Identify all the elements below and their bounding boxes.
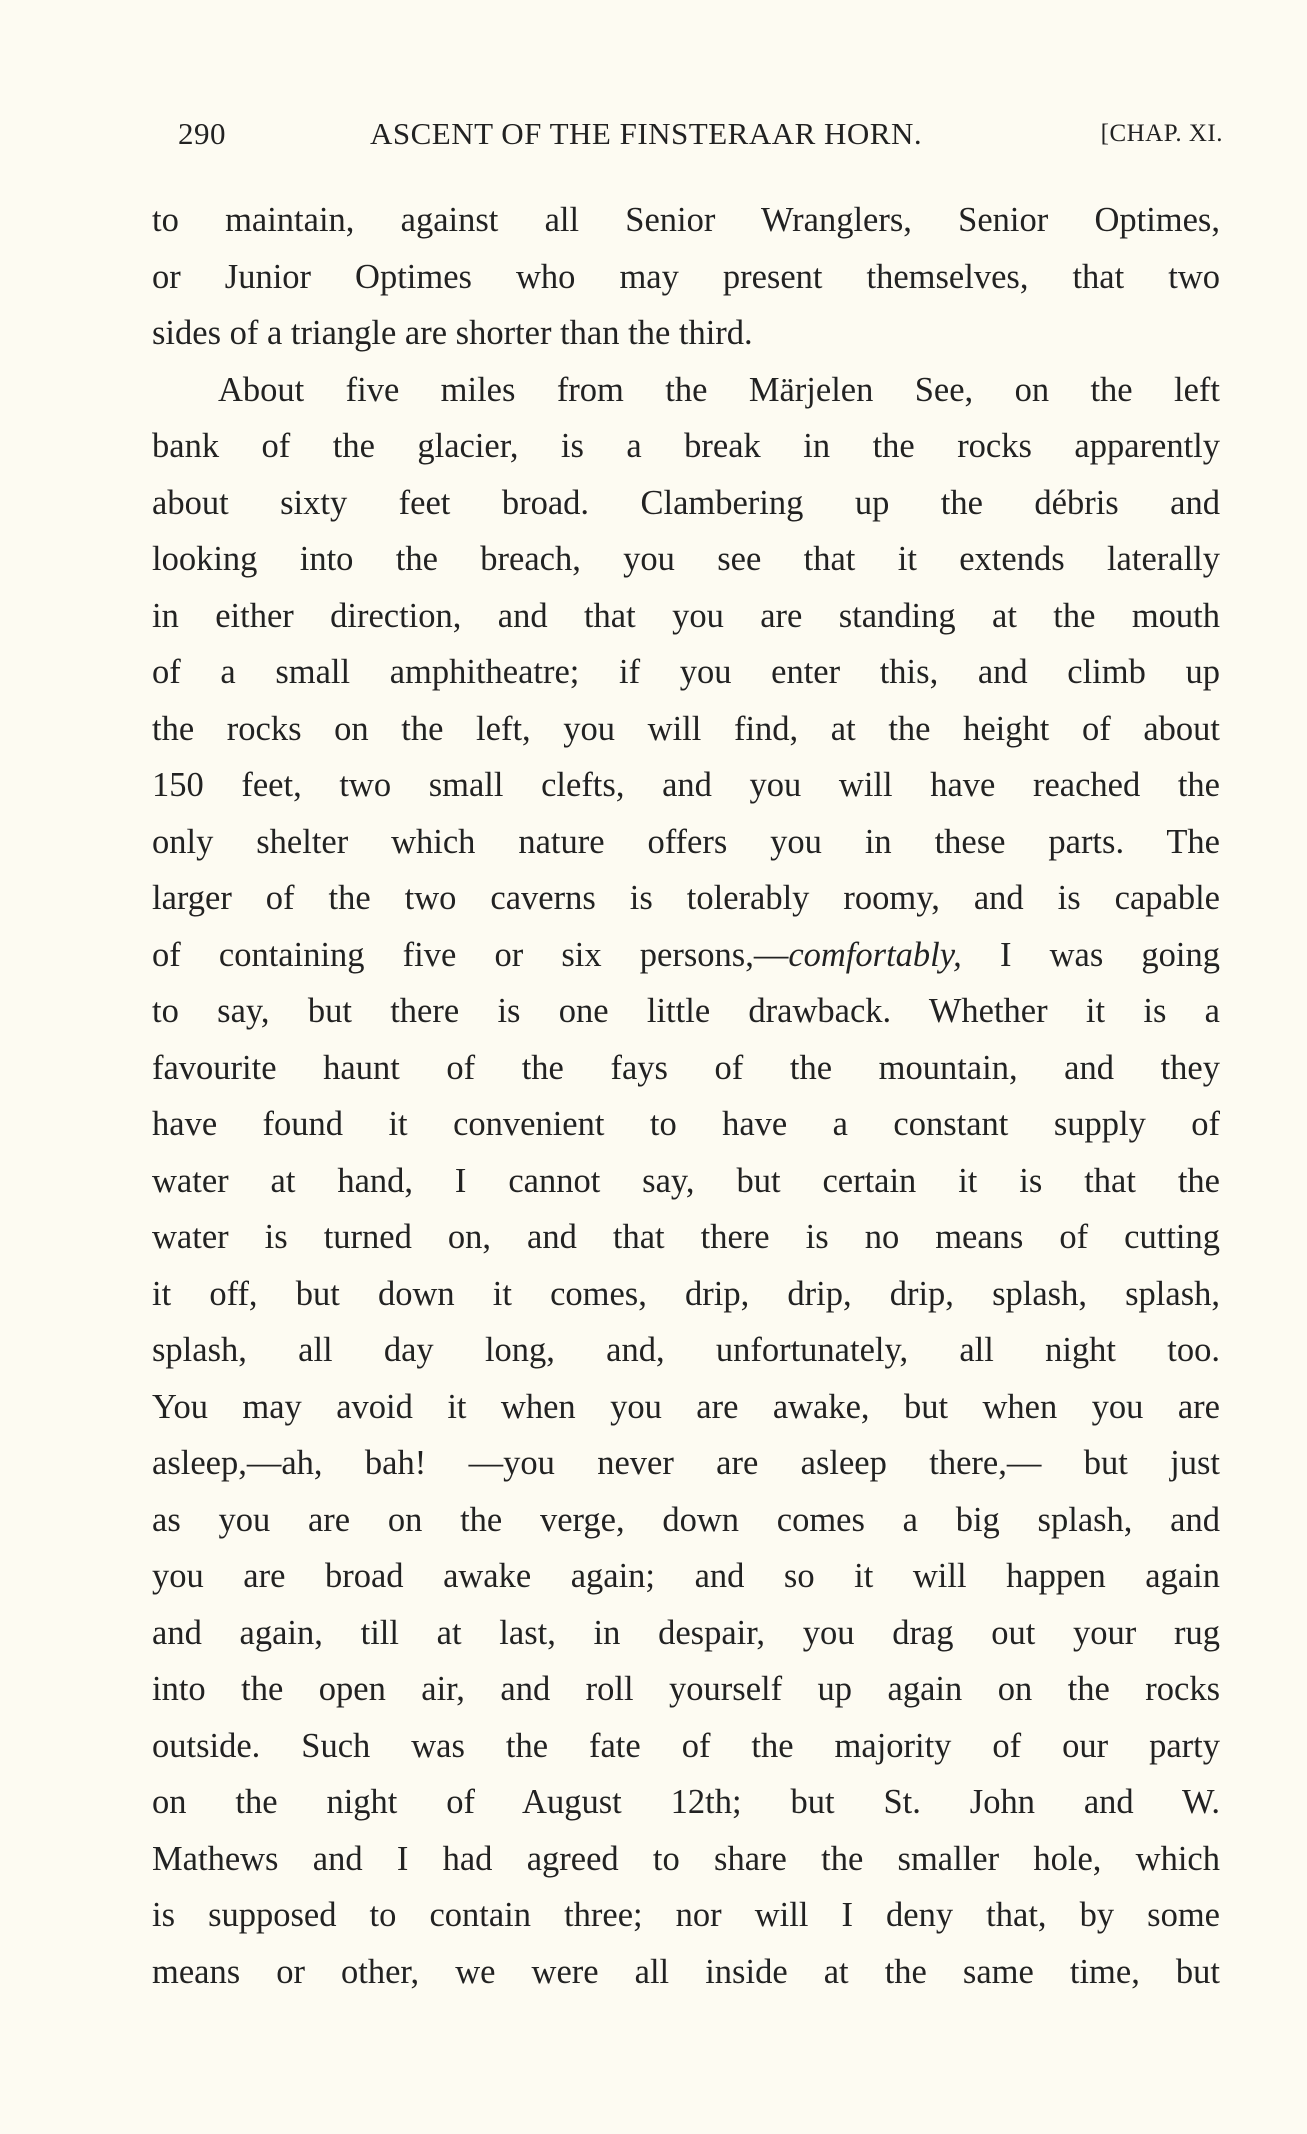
text-segment: I was going bbox=[961, 935, 1220, 974]
body-text bbox=[152, 192, 1220, 2000]
running-title: ASCENT OF THE FINSTERAAR HORN. bbox=[370, 116, 923, 151]
text-line: to say, but there is one little drawback. Whether it is a bbox=[152, 992, 1220, 1030]
text-line: and again, till at last, in despair, you drag out your rug bbox=[152, 1613, 1220, 1652]
text-line: looking into the breach, you see that it extends laterally bbox=[152, 540, 1220, 578]
text-line: to maintain, against all Senior Wranglers, Senior Optimes, bbox=[152, 201, 1220, 239]
text-line: only shelter which nature offers you in these parts. The bbox=[152, 822, 1220, 861]
text-line: 150 feet, two small clefts, and you will have reached the bbox=[152, 766, 1220, 804]
text-line: about sixty feet broad. Clambering up the débris and bbox=[152, 483, 1220, 522]
text-line: the rocks on the left, you will find, at the height of about bbox=[152, 709, 1220, 748]
chapter-marker: [CHAP. XI. bbox=[1100, 120, 1223, 147]
text-line: as you are on the verge, down comes a big splash, and bbox=[152, 1500, 1220, 1539]
text-line: of a small amphitheatre; if you enter this, and climb up bbox=[152, 653, 1220, 691]
text-line: or Junior Optimes who may present themselves, that two bbox=[152, 257, 1220, 296]
text-line: water is turned on, and that there is no means of cutting bbox=[152, 1218, 1220, 1256]
paragraph-start-line: About five miles from the Märjelen See, on the left bbox=[218, 370, 1220, 409]
text-line: means or other, we were all inside at the same time, but bbox=[152, 1952, 1220, 1991]
text-line: splash, all day long, and, unfortunately, all night too. bbox=[152, 1331, 1220, 1369]
text-line-with-italic bbox=[152, 927, 1220, 984]
text-line: sides of a triangle are shorter than the third. bbox=[152, 314, 753, 352]
italic-word: comfortably, bbox=[788, 935, 962, 974]
running-header bbox=[178, 112, 1223, 156]
text-line: asleep,—ah, bah! —you never are asleep there,— but just bbox=[152, 1444, 1220, 1482]
text-line: favourite haunt of the fays of the mountain, and they bbox=[152, 1048, 1220, 1087]
text-line: it off, but down it comes, drip, drip, drip, splash, splash, bbox=[152, 1274, 1220, 1313]
text-line: outside. Such was the fate of the majority of our party bbox=[152, 1726, 1220, 1765]
text-line: water at hand, I cannot say, but certain it is that the bbox=[152, 1161, 1220, 1200]
text-segment: of containing five or six persons,— bbox=[152, 935, 789, 974]
text-line: Mathews and I had agreed to share the smaller hole, which bbox=[152, 1839, 1220, 1878]
text-line: is supposed to contain three; nor will I deny that, by some bbox=[152, 1896, 1220, 1934]
text-line: in either direction, and that you are standing at the mouth bbox=[152, 596, 1220, 635]
page-number: 290 bbox=[178, 116, 226, 151]
text-line: You may avoid it when you are awake, but when you are bbox=[152, 1387, 1220, 1426]
text-line: have found it convenient to have a constant supply of bbox=[152, 1105, 1220, 1143]
text-line: into the open air, and roll yourself up again on the rocks bbox=[152, 1670, 1220, 1708]
text-line: larger of the two caverns is tolerably roomy, and is capable bbox=[152, 879, 1220, 917]
text-line: on the night of August 12th; but St. John and W. bbox=[152, 1783, 1220, 1821]
text-line: bank of the glacier, is a break in the rocks apparently bbox=[152, 427, 1220, 465]
text-line: you are broad awake again; and so it will happen again bbox=[152, 1557, 1220, 1595]
